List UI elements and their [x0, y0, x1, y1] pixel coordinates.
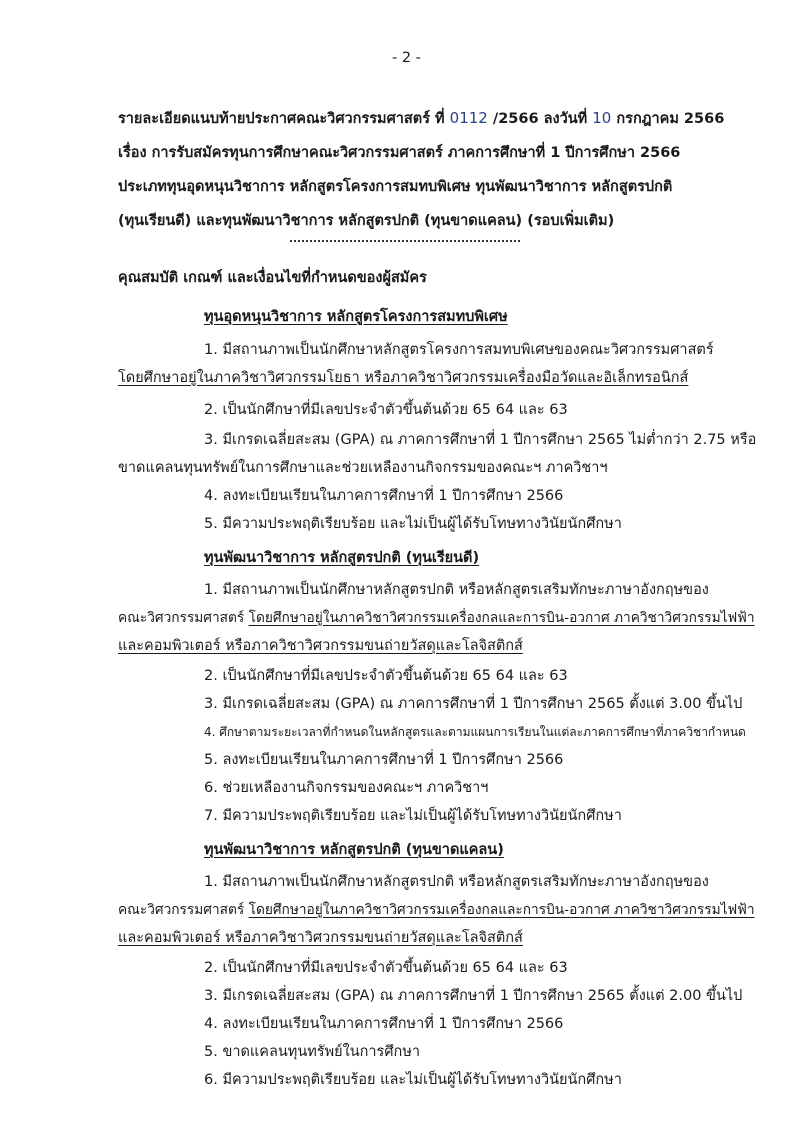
section-title: คุณสมบัติ เกณฑ์ และเงื่อนไขที่กำหนดของผู้สมัคร [118, 270, 427, 286]
scholarship-3-title: ทุนพัฒนาวิชาการ หลักสูตรปกติ (ทุนขาดแคลน) [204, 842, 504, 858]
s2-departments: โดยศึกษาอยู่ในภาควิชาวิศวกรรมเครื่องกลและการบิน-อวกาศ ภาควิชาวิศวกรรมไฟฟ้า [248, 610, 755, 626]
s2-item-1a: 1. มีสถานภาพเป็นนักศึกษาหลักสูตรปกติ หรือหลักสูตรเสริมทักษะภาษาอังกฤษของ [204, 582, 709, 598]
s2-item-1c: และคอมพิวเตอร์ หรือภาควิชาวิศวกรรมขนถ่ายวัสดุและโลจิสติกส์ [118, 638, 523, 654]
s1-item-2: 2. เป็นนักศึกษาที่มีเลขประจำตัวขึ้นต้นด้วย 65 64 และ 63 [204, 402, 568, 418]
announcement-day: 10 [592, 109, 612, 127]
s3-item-1b [118, 900, 755, 920]
s3-item-6: 6. มีความประพฤติเรียบร้อย และไม่เป็นผู้ได้รับโทษทางวินัยนักศึกษา [204, 1072, 622, 1088]
s3-item-5: 5. ขาดแคลนทุนทรัพย์ในการศึกษา [204, 1044, 421, 1060]
s3-departments: โดยศึกษาอยู่ในภาควิชาวิศวกรรมเครื่องกลและการบิน-อวกาศ ภาควิชาวิศวกรรมไฟฟ้า [248, 902, 755, 918]
s3-item-1c: และคอมพิวเตอร์ หรือภาควิชาวิศวกรรมขนถ่ายวัสดุและโลจิสติกส์ [118, 930, 523, 946]
s1-item-4: 4. ลงทะเบียนเรียนในภาคการศึกษาที่ 1 ปีการศึกษา 2566 [204, 488, 564, 504]
s3-item-4: 4. ลงทะเบียนเรียนในภาคการศึกษาที่ 1 ปีการศึกษา 2566 [204, 1016, 564, 1032]
s3-item-2: 2. เป็นนักศึกษาที่มีเลขประจำตัวขึ้นต้นด้วย 65 64 และ 63 [204, 960, 568, 976]
s2-item-6: 6. ช่วยเหลืองานกิจกรรมของคณะฯ ภาควิชาฯ [204, 780, 489, 796]
scholarship-2-title: ทุนพัฒนาวิชาการ หลักสูตรปกติ (ทุนเรียนดี) [204, 550, 480, 566]
s2-item-7: 7. มีความประพฤติเรียบร้อย และไม่เป็นผู้ได้รับโทษทางวินัยนักศึกษา [204, 808, 622, 824]
s1-item-3a: 3. มีเกรดเฉลี่ยสะสม (GPA) ณ ภาคการศึกษาที่ 1 ปีการศึกษา 2565 ไม่ต่ำกว่า 2.75 หรือ [204, 432, 757, 448]
s2-item-3: 3. มีเกรดเฉลี่ยสะสม (GPA) ณ ภาคการศึกษาที่ 1 ปีการศึกษา 2565 ตั้งแต่ 3.00 ขึ้นไป [204, 696, 743, 712]
header-line-1 [118, 108, 724, 129]
s2-item-4: 4. ศึกษาตามระยะเวลาที่กำหนดในหลักสูตรและตามแผนการเรียนในแต่ละภาคการศึกษาที่ภาควิชากำหนด [204, 725, 746, 739]
s2-faculty: คณะวิศวกรรมศาสตร์ [118, 610, 245, 626]
s3-item-3: 3. มีเกรดเฉลี่ยสะสม (GPA) ณ ภาคการศึกษาที่ 1 ปีการศึกษา 2565 ตั้งแต่ 2.00 ขึ้นไป [204, 988, 743, 1004]
s2-item-2: 2. เป็นนักศึกษาที่มีเลขประจำตัวขึ้นต้นด้วย 65 64 และ 63 [204, 668, 568, 684]
scholarship-1-title: ทุนอุดหนุนวิชาการ หลักสูตรโครงการสมทบพิเศษ [204, 309, 508, 325]
header-line-4: (ทุนเรียนดี) และทุนพัฒนาวิชาการ หลักสูตรปกติ (ทุนขาดแคลน) (รอบเพิ่มเติม) [118, 213, 615, 229]
page-number: - 2 - [392, 50, 421, 66]
header-line-3: ประเภททุนอุดหนุนวิชาการ หลักสูตรโครงการสมทบพิเศษ ทุนพัฒนาวิชาการ หลักสูตรปกติ [118, 179, 673, 195]
header-suffix: กรกฎาคม 2566 [616, 111, 725, 127]
header-prefix: รายละเอียดแนบท้ายประกาศคณะวิศวกรรมศาสตร์ ที่ [118, 111, 445, 127]
s3-item-1a: 1. มีสถานภาพเป็นนักศึกษาหลักสูตรปกติ หรือหลักสูตรเสริมทักษะภาษาอังกฤษของ [204, 874, 709, 890]
dotted-divider [290, 240, 520, 242]
s1-item-1b: โดยศึกษาอยู่ในภาควิชาวิศวกรรมโยธา หรือภาควิชาวิศวกรรมเครื่องมือวัดและอิเล็กทรอนิกส์ [118, 370, 689, 386]
s1-item-3b: ขาดแคลนทุนทรัพย์ในการศึกษาและช่วยเหลืองานกิจกรรมของคณะฯ ภาควิชาฯ [118, 460, 608, 476]
s1-item-1a: 1. มีสถานภาพเป็นนักศึกษาหลักสูตรโครงการสมทบพิเศษของคณะวิศวกรรมศาสตร์ [204, 342, 714, 358]
s2-item-5: 5. ลงทะเบียนเรียนในภาคการศึกษาที่ 1 ปีการศึกษา 2566 [204, 752, 564, 768]
announcement-number: 0112 [449, 109, 488, 127]
header-line-2: เรื่อง การรับสมัครทุนการศึกษาคณะวิศวกรรมศาสตร์ ภาคการศึกษาที่ 1 ปีการศึกษา 2566 [118, 145, 681, 161]
s1-item-5: 5. มีความประพฤติเรียบร้อย และไม่เป็นผู้ได้รับโทษทางวินัยนักศึกษา [204, 516, 622, 532]
s3-faculty: คณะวิศวกรรมศาสตร์ [118, 902, 245, 918]
header-mid: /2566 ลงวันที่ [492, 111, 588, 127]
s2-item-1b [118, 608, 755, 628]
